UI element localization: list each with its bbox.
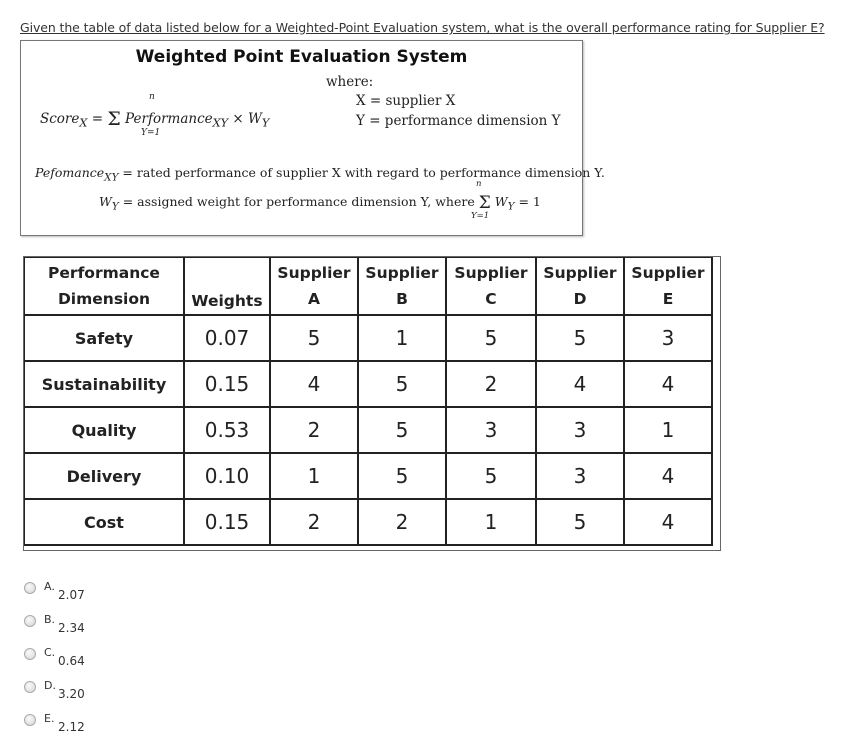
radio-button[interactable] — [24, 582, 36, 594]
cell-score: 4 — [536, 361, 624, 407]
cell-score: 3 — [446, 407, 536, 453]
header-supplier-a: Supplier A — [270, 257, 358, 315]
formula-title: Weighted Point Evaluation System — [135, 47, 468, 67]
weight-def-text: = assigned weight for performance dimension Y, where — [122, 194, 475, 209]
cell-score: 5 — [536, 499, 624, 545]
perf-def-lhs: Pefomance — [35, 165, 105, 180]
cell-score: 4 — [624, 361, 712, 407]
table-row — [24, 499, 712, 545]
header-supplier-c: Supplier C — [446, 257, 536, 315]
weight-definition — [99, 179, 541, 221]
cell-dimension: Sustainability — [24, 361, 184, 407]
weight-sigma-symbol: Σ — [478, 193, 491, 213]
score-equals: = — [91, 111, 104, 127]
cell-dimension: Safety — [24, 315, 184, 361]
option-letter: A. — [44, 580, 55, 593]
evaluation-table — [23, 256, 713, 546]
formula-y-definition: Y = performance dimension Y — [356, 113, 561, 129]
weight-def-tail: = 1 — [518, 194, 541, 209]
header-dimension: Performance Dimension — [24, 257, 184, 315]
cell-score: 4 — [270, 361, 358, 407]
cell-score: 4 — [624, 453, 712, 499]
cell-score: 1 — [270, 453, 358, 499]
cell-score: 5 — [358, 361, 446, 407]
cell-score: 3 — [536, 453, 624, 499]
perf-def-text: = rated performance of supplier X with regard to performance dimension Y. — [122, 165, 605, 180]
cell-dimension: Cost — [24, 499, 184, 545]
score-rhs: Performance — [125, 111, 213, 127]
table-row — [24, 361, 712, 407]
performance-definition — [35, 165, 605, 184]
cell-score: 2 — [270, 499, 358, 545]
cell-score: 1 — [358, 315, 446, 361]
option-value: 3.20 — [58, 687, 85, 701]
score-lhs-sub: X — [79, 116, 88, 130]
header-supplier-e: Supplier E — [624, 257, 712, 315]
option-letter: D. — [44, 679, 56, 692]
header-supplier-d: Supplier D — [536, 257, 624, 315]
option-value: 2.12 — [58, 720, 85, 734]
weight-sum-upper: n — [476, 179, 482, 189]
score-lhs: Score — [40, 111, 80, 127]
cell-score: 5 — [446, 315, 536, 361]
formula-image — [20, 40, 605, 236]
cell-score: 2 — [270, 407, 358, 453]
option-letter: B. — [44, 613, 56, 626]
weight-def-lhs: W — [99, 194, 112, 209]
weight-sum-lower: Y=1 — [471, 211, 490, 221]
perf-def-lhs-sub: XY — [104, 171, 119, 184]
option-value: 0.64 — [58, 654, 85, 668]
formula-where: where: — [326, 74, 374, 90]
cell-weight: 0.10 — [184, 453, 270, 499]
cell-weight: 0.15 — [184, 361, 270, 407]
cell-score: 5 — [358, 407, 446, 453]
header-supplier-b: Supplier B — [358, 257, 446, 315]
weight-def-tail-sub: Y — [507, 200, 515, 213]
radio-button[interactable] — [24, 681, 36, 693]
option-value: 2.07 — [58, 588, 85, 602]
cell-score: 5 — [270, 315, 358, 361]
option-value: 2.34 — [58, 621, 85, 635]
table-row — [24, 453, 712, 499]
cell-score: 5 — [446, 453, 536, 499]
question-text: Given the table of data listed below for a Weighted-Point Evaluation system, what is the overall performance rating for Supplier E? — [20, 20, 825, 35]
cell-dimension: Quality — [24, 407, 184, 453]
cell-score: 3 — [624, 315, 712, 361]
option-letter: C. — [44, 646, 56, 659]
table-row — [24, 315, 712, 361]
cell-score: 1 — [446, 499, 536, 545]
cell-score: 2 — [358, 499, 446, 545]
cell-weight: 0.53 — [184, 407, 270, 453]
cell-weight: 0.07 — [184, 315, 270, 361]
weight-symbol: W — [247, 111, 262, 127]
cell-score: 3 — [536, 407, 624, 453]
times-symbol: × — [232, 111, 244, 127]
sum-upper-limit: n — [149, 92, 155, 102]
cell-weight: 0.15 — [184, 499, 270, 545]
sigma-symbol: Σ — [107, 108, 121, 130]
table-row — [24, 407, 712, 453]
cell-score: 5 — [358, 453, 446, 499]
cell-score: 5 — [536, 315, 624, 361]
radio-button[interactable] — [24, 648, 36, 660]
cell-score: 4 — [624, 499, 712, 545]
cell-score: 1 — [624, 407, 712, 453]
sum-lower-limit: Y=1 — [141, 128, 161, 138]
cell-score: 2 — [446, 361, 536, 407]
formula-x-definition: X = supplier X — [356, 93, 456, 109]
weight-def-tail-w: W — [494, 194, 508, 209]
score-formula — [40, 92, 270, 138]
option-letter: E. — [44, 712, 55, 725]
header-weights: Weights — [184, 257, 270, 315]
weight-sub: Y — [261, 116, 270, 130]
score-rhs-sub: XY — [212, 116, 229, 130]
radio-button[interactable] — [24, 615, 36, 627]
weight-def-lhs-sub: Y — [111, 200, 119, 213]
radio-button[interactable] — [24, 714, 36, 726]
table-header-row — [24, 257, 712, 315]
cell-dimension: Delivery — [24, 453, 184, 499]
